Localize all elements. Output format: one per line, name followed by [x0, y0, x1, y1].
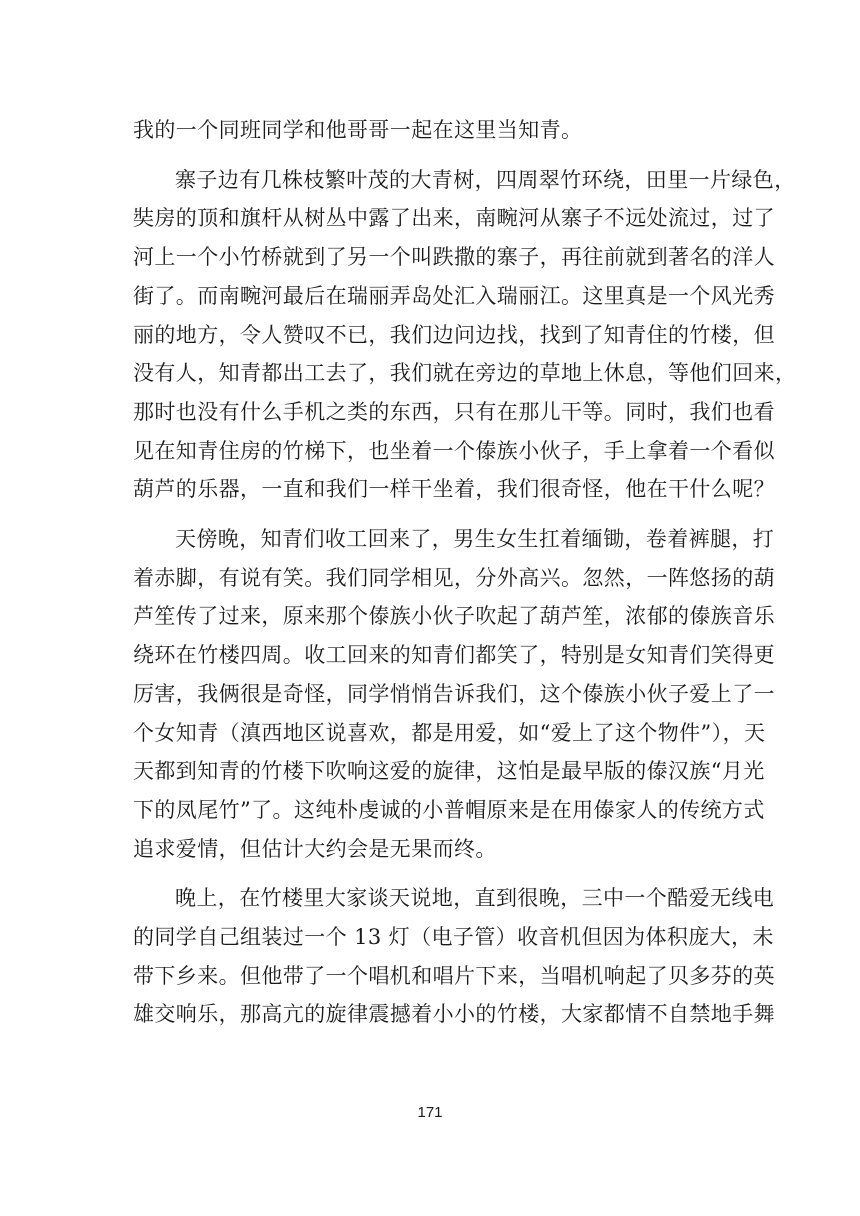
text-line: 天都到知青的竹楼下吹响这爱的旋律，这怕是最早版的傣汉族“月光 [133, 759, 765, 784]
text-line: 丽的地方，令人赞叹不已，我们边问边找，找到了知青住的竹楼，但 [133, 322, 775, 347]
text-line: 那时也没有什么手机之类的东西，只有在那儿干等。同时，我们也看 [133, 399, 775, 424]
page-number: 171 [417, 1104, 443, 1121]
text-line: 天傍晚，知青们收工回来了，男生女生扛着缅锄，卷着裤腿，打 [175, 527, 775, 552]
text-line: 芦笙传了过来，原来那个傣族小伙子吹起了葫芦笙，浓郁的傣族音乐 [133, 604, 775, 629]
body-text [133, 111, 797, 1034]
text-line: 河上一个小竹桥就到了另一个叫跌撒的寨子，再往前就到著名的洋人 [133, 245, 775, 270]
text-line: 见在知青住房的竹梯下，也坐着一个傣族小伙子，手上拿着一个看似 [133, 438, 775, 463]
text-line: 没有人，知青都出工去了，我们就在旁边的草地上休息，等他们回来， [133, 361, 797, 386]
text-line: 追求爱情，但估计大约会是无果而终。 [133, 836, 497, 861]
paragraph-4 [133, 879, 775, 1034]
text-line: 个女知青（滇西地区说喜欢，都是用爱，如“爱上了这个物件”），天 [133, 720, 766, 745]
text-line: 晚上，在竹楼里大家谈天说地，直到很晚，三中一个酷爱无线电 [175, 886, 775, 911]
text-line: 绕环在竹楼四周。收工回来的知青们都笑了，特别是女知青们笑得更 [133, 643, 775, 668]
paragraph-2 [133, 161, 797, 509]
text-line: 的同学自己组装过一个 13 灯（电子管）收音机但因为体积庞大，未 [133, 925, 774, 950]
text-line: 街了。而南畹河最后在瑞丽弄岛处汇入瑞丽江。这里真是一个风光秀 [133, 283, 775, 308]
text-line: 着赤脚，有说有笑。我们同学相见，分外高兴。忽然，一阵悠扬的葫 [133, 565, 775, 590]
text-line: 下的凤尾竹”了。这纯朴虔诚的小普帽原来是在用傣家人的传统方式 [133, 797, 765, 822]
text-line: 寨子边有几株枝繁叶茂的大青树，四周翠竹环绕，田里一片绿色， [175, 167, 796, 192]
paragraph-1 [133, 111, 729, 150]
text-line: 带下乡来。但他带了一个唱机和唱片下来，当唱机响起了贝多芬的英 [133, 963, 775, 988]
text-line: 奘房的顶和旗杆从树丛中露了出来，南畹河从寨子不远处流过，过了 [133, 206, 775, 231]
paragraph-3 [133, 520, 775, 868]
text-line: 我的一个同班同学和他哥哥一起在这里当知青。 [133, 118, 583, 142]
text-line: 雄交响乐，那高亢的旋律震撼着小小的竹楼，大家都情不自禁地手舞 [133, 1002, 775, 1027]
text-line: 厉害，我俩很是奇怪，同学悄悄告诉我们，这个傣族小伙子爱上了一 [133, 681, 775, 706]
text-line: 葫芦的乐器，一直和我们一样干坐着，我们很奇怪，他在干什么呢？ [133, 477, 775, 502]
